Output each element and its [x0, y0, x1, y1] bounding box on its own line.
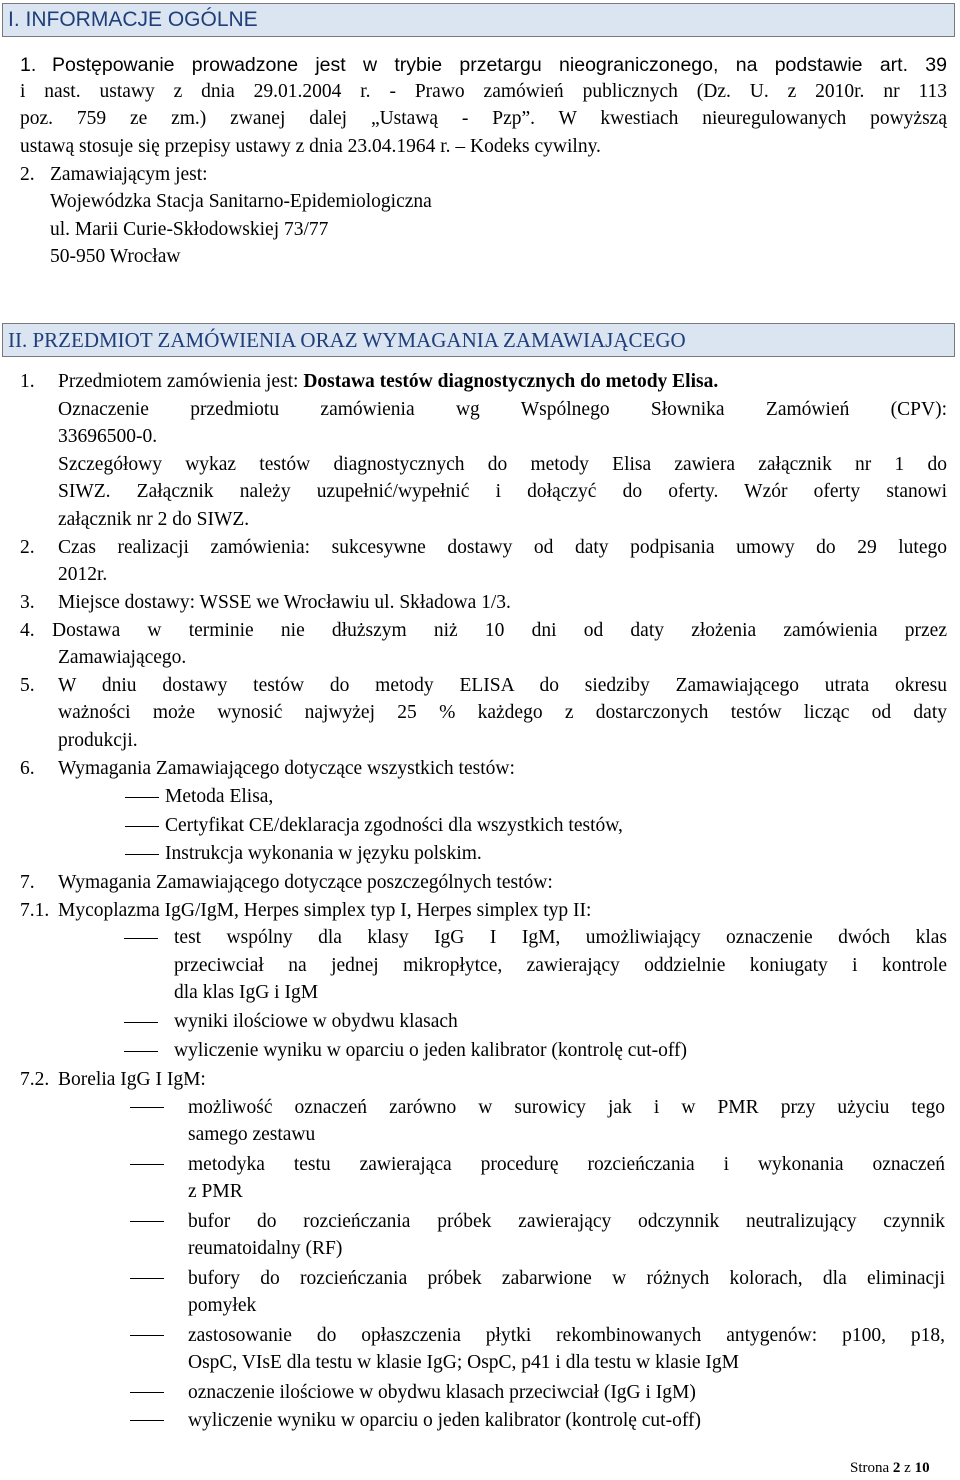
- footer-page-number: 2: [892, 1460, 901, 1476]
- item-number: 6.: [20, 758, 35, 779]
- text-line: Miejsce dostawy: WSSE we Wrocławiu ul. Składowa 1/3.: [58, 592, 511, 613]
- list-item: wyliczenie wyniku w oparciu o jeden kalibrator (kontrolę cut-off): [174, 1040, 687, 1061]
- text-line: produkcji.: [58, 730, 138, 751]
- item-number: 2.: [20, 537, 35, 558]
- item-number: 4.: [20, 620, 35, 641]
- text-line: Wojewódzka Stacja Sanitarno-Epidemiologiczna: [50, 191, 432, 212]
- dash-bullet-icon: [130, 1164, 164, 1165]
- list-item: Instrukcja wykonania w języku polskim.: [165, 843, 482, 864]
- text-line: 33696500-0.: [58, 426, 158, 447]
- item-subject: Dostawa testów diagnostycznych do metody Elisa.: [303, 371, 719, 392]
- item-prefix: Przedmiotem zamówienia jest:: [58, 371, 304, 392]
- dash-bullet-icon: [130, 1392, 164, 1393]
- dash-bullet-icon: [124, 1051, 158, 1052]
- dash-bullet-icon: [125, 797, 159, 798]
- text-line: Zamawiającego.: [58, 647, 187, 668]
- subsection-number: 7.1.: [20, 900, 50, 921]
- section-2-header: II. PRZEDMIOT ZAMÓWIENIA ORAZ WYMAGANIA ZAMAWIAJĄCEGO: [2, 323, 955, 357]
- dash-bullet-icon: [124, 938, 158, 939]
- text-line: Mycoplazma IgG/IgM, Herpes simplex typ I, Herpes simplex typ II:: [58, 900, 592, 921]
- list-item: możliwość oznaczeń zarówno w surowicy jak i w PMR przy użyciu tego: [188, 1097, 945, 1118]
- text-line: Oznaczenie przedmiotu zamówienia wg Wspólnego Słownika Zamówień (CPV):: [58, 399, 947, 420]
- text-line: Wymagania Zamawiającego dotyczące wszystkich testów:: [58, 758, 515, 779]
- text-line: Postępowanie prowadzone jest w trybie przetargu nieograniczonego, na podstawie art. 39: [52, 54, 947, 76]
- text-line: [58, 370, 718, 394]
- item-number: 3.: [20, 592, 35, 613]
- dash-bullet-icon: [124, 1022, 158, 1023]
- text-line: poz. 759 ze zm.) zwanej dalej „Ustawą - Pzp”. W kwestiach nieuregulowanych powyższą: [20, 108, 947, 129]
- text-line: Wymagania Zamawiającego dotyczące poszczególnych testów:: [58, 872, 553, 893]
- dash-bullet-icon: [130, 1278, 164, 1279]
- paragraph-number: 1.: [20, 54, 37, 76]
- text-line: ustawą stosuje się przepisy ustawy z dnia 23.04.1964 r. – Kodeks cywilny.: [20, 136, 601, 157]
- list-item: bufory do rozcieńczania próbek zabarwione w różnych kolorach, dla eliminacji: [188, 1268, 945, 1289]
- text-line: i nast. ustawy z dnia 29.01.2004 r. - Prawo zamówień publicznych (Dz. U. z 2010r. nr 113: [20, 81, 947, 102]
- dash-bullet-icon: [125, 826, 159, 827]
- dash-bullet-icon: [130, 1107, 164, 1108]
- list-item: metodyka testu zawierająca procedurę rozcieńczania i wykonania oznaczeń: [188, 1154, 945, 1175]
- dash-bullet-icon: [125, 854, 159, 855]
- paragraph-number: 2.: [20, 164, 35, 185]
- list-item: bufor do rozcieńczania próbek zawierający odczynnik neutralizujący czynnik: [188, 1211, 945, 1232]
- list-item: Metoda Elisa,: [165, 786, 274, 807]
- text-line: 50-950 Wrocław: [50, 246, 181, 267]
- dash-bullet-icon: [130, 1420, 164, 1421]
- list-item-continuation: dla klas IgG i IgM: [174, 982, 319, 1003]
- footer-prefix: Strona: [850, 1460, 890, 1476]
- footer-separator: z: [904, 1460, 911, 1476]
- list-item-continuation: samego zestawu: [188, 1124, 316, 1145]
- dash-bullet-icon: [130, 1221, 164, 1222]
- page-footer: [850, 1458, 930, 1478]
- text-line: 2012r.: [58, 564, 108, 585]
- item-number: 5.: [20, 675, 35, 696]
- text-line: załącznik nr 2 do SIWZ.: [58, 509, 250, 530]
- list-item-continuation: reumatoidalny (RF): [188, 1238, 343, 1259]
- section-1-header: I. INFORMACJE OGÓLNE: [2, 3, 955, 37]
- list-item-continuation: z PMR: [188, 1181, 243, 1202]
- text-line: Borelia IgG I IgM:: [58, 1069, 206, 1090]
- item-number: 7.: [20, 872, 35, 893]
- list-item-continuation: OspC, VIsE dla testu w klasie IgG; OspC, p41 i dla testu w klasie IgM: [188, 1352, 740, 1373]
- footer-total-pages: 10: [914, 1460, 930, 1476]
- subsection-number: 7.2.: [20, 1069, 50, 1090]
- text-line: Czas realizacji zamówienia: sukcesywne dostawy od daty podpisania umowy do 29 lutego: [58, 537, 947, 558]
- text-line: W dniu dostawy testów do metody ELISA do siedziby Zamawiającego utrata okresu: [58, 675, 947, 696]
- list-item-continuation: pomyłek: [188, 1295, 257, 1316]
- list-item: zastosowanie do opłaszczenia płytki rekombinowanych antygenów: p100, p18,: [188, 1325, 945, 1346]
- text-line: SIWZ. Załącznik należy uzupełnić/wypełnić i dołączyć do oferty. Wzór oferty stanowi: [58, 481, 947, 502]
- text-line: Zamawiającym jest:: [50, 164, 208, 185]
- item-number: 1.: [20, 371, 35, 392]
- list-item: wyliczenie wyniku w oparciu o jeden kalibrator (kontrolę cut-off): [188, 1410, 701, 1431]
- list-item: oznaczenie ilościowe w obydwu klasach przeciwciał (IgG i IgM): [188, 1382, 696, 1403]
- list-item-continuation: przeciwciał na jednej mikropłytce, zawierający oddzielnie koniugaty i kontrole: [174, 955, 947, 976]
- list-item: wyniki ilościowe w obydwu klasach: [174, 1011, 458, 1032]
- list-item: Certyfikat CE/deklaracja zgodności dla wszystkich testów,: [165, 815, 623, 836]
- dash-bullet-icon: [130, 1335, 164, 1336]
- list-item: test wspólny dla klasy IgG I IgM, umożliwiający oznaczenie dwóch klas: [174, 927, 947, 948]
- text-line: Szczegółowy wykaz testów diagnostycznych do metody Elisa zawiera załącznik nr 1 do: [58, 454, 947, 475]
- text-line: Dostawa w terminie nie dłuższym niż 10 dni od daty złożenia zamówienia przez: [52, 620, 947, 641]
- text-line: ważności może wynosić najwyżej 25 % każdego z dostarczonych testów licząc od daty: [58, 702, 947, 723]
- text-line: ul. Marii Curie-Skłodowskiej 73/77: [50, 219, 329, 240]
